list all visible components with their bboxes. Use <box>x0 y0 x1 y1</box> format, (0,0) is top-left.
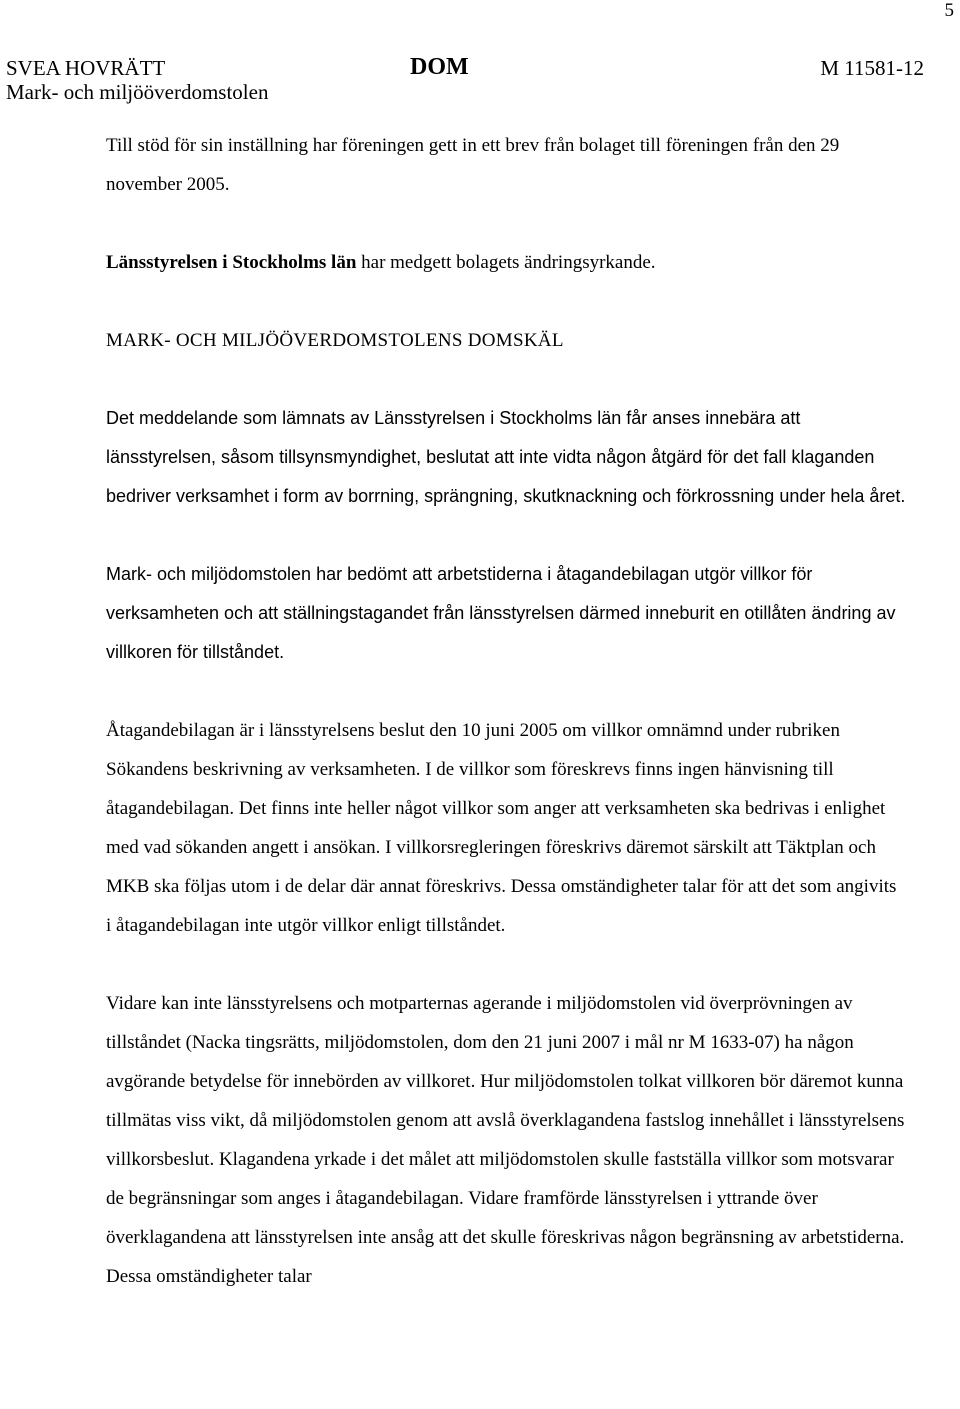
paragraph-lansstyrelsen-rest: har medgett bolagets ändringsyrkande. <box>356 252 656 273</box>
document-header <box>6 56 924 106</box>
paragraph-bedomt: Mark- och miljödomstolen har bedömt att arbetstiderna i åtagandebilagan utgör villkor för verksamheten och att ställningstagandet från länsstyrelsen därmed inneburit en otillåten ändring av villkoren för tillståndet. <box>106 564 896 662</box>
document-body <box>106 126 906 1335</box>
court-division: Mark- och miljööverdomstolen <box>6 80 269 104</box>
paragraph-meddelande: Det meddelande som lämnats av Länsstyrelsen i Stockholms län får anses innebära att länsstyrelsen, såsom tillsynsmyndighet, beslutat att inte vidta någon åtgärd för det fall klaganden bedriver verksamhet i form av borrning, sprängning, skutknackning och förkrossning under hela året. <box>106 408 906 506</box>
authority-name: Länsstyrelsen i Stockholms län <box>106 252 357 273</box>
paragraph-vidare: Vidare kan inte länsstyrelsens och motparternas agerande i miljödomstolen vid överprövningen av tillståndet (Nacka tingsrätts, miljödomstolen, dom den 21 juni 2007 i mål nr M 1633-07) ha någon avgörande betydelse för innebörden av villkoret. Hur miljödomstolen tolkat villkoren bör däremot kunna tillmätas viss vikt, då miljödomstolen genom att avslå överklagandena fastslog innehållet i länsstyrelsens villkorsbeslut. Klagandena yrkade i det målet att miljödomstolen skulle fastställa villkor som motsvarar de begränsningar som anges i åtagandebilagan. Vidare framförde länsstyrelsen i yttrande över överklagandena att länsstyrelsen inte ansåg att det skulle föreskrivas någon begränsning av arbetstiderna. Dessa omständigheter talar <box>106 993 905 1287</box>
case-number: M 11581-12 <box>820 56 924 80</box>
document-type: DOM <box>410 54 469 80</box>
page-number: 5 <box>944 0 954 21</box>
paragraph-lansstyrelsen-medgett <box>106 243 906 282</box>
court-name: SVEA HOVRÄTT <box>6 56 166 80</box>
paragraph-atagandebilagan: Åtagandebilagan är i länsstyrelsens beslut den 10 juni 2005 om villkor omnämnd under rubriken Sökandens beskrivning av verksamheten. I de villkor som föreskrevs finns ingen hänvisning till åtagandebilagan. Det finns inte heller något villkor som anger att verksamheten ska bedrivas i enlighet med vad sökanden angett i ansökan. I villkorsregleringen föreskrivs däremot särskilt att Täktplan och MKB ska följas utom i de delar där annat föreskrivs. Dessa omständigheter talar för att det som angivits i åtagandebilagan inte utgör villkor enligt tillståndet. <box>106 720 897 936</box>
section-heading-domskal: MARK- OCH MILJÖÖVERDOMSTOLENS DOMSKÄL <box>106 330 564 351</box>
paragraph-brev: Till stöd för sin inställning har föreningen gett in ett brev från bolaget till föreningen från den 29 november 2005. <box>106 135 840 195</box>
